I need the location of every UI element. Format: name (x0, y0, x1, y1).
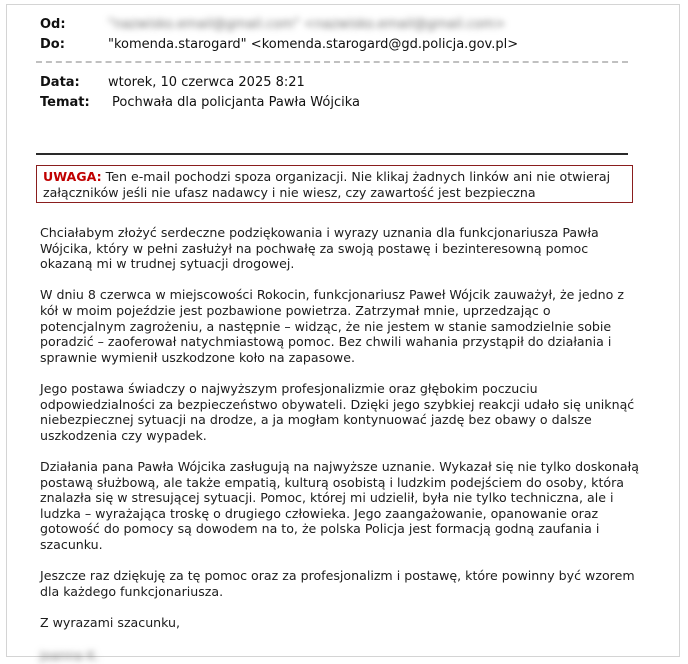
external-email-warning (36, 165, 633, 203)
body-paragraph: Chciałabym złożyć serdeczne podziękowania i wyrazy uznania dla funkcjonariusza Pawła Wójcika, który w pełni zasłużył na pochwałę za swoją postawę i bezinteresowną pomoc okazaną mi w trudnej sytuacji drogowej. (40, 225, 599, 272)
subject-label: Temat: (40, 95, 90, 110)
body-paragraph: W dniu 8 czerwca w miejscowości Rokocin, funkcjonariusz Paweł Wójcik zauważył, że jedno z kół w moim pojeździe jest pozbawione powietrza. Zatrzymał mnie, uprzedzając o potencjalnym zagrożeniu, a następnie – widząc, że nie jestem w stanie samodzielnie sobie poradzić – zaoferował natychmiastową pomoc. Bez chwili wahania przystąpił do działania i sprawnie wymienił uszkodzone koło na zapasowe. (40, 287, 624, 365)
date-label: Data: (40, 75, 80, 90)
date-value: wtorek, 10 czerwca 2025 8:21 (108, 75, 305, 90)
closing-line: Z wyrazami szacunku, (40, 614, 181, 630)
to-label: Do: (40, 37, 65, 52)
signature-name: Joanna K. (40, 648, 100, 664)
message-body (40, 225, 640, 664)
subject-value: Pochwała dla policjanta Pawła Wójcika (112, 95, 360, 110)
to-value[interactable]: "komenda.starogard" <komenda.starogard@gd.policja.gov.pl> (108, 37, 519, 52)
body-paragraph: Jego postawa świadczy o najwyższym profesjonalizmie oraz głębokim poczuciu odpowiedzialności za bezpieczeństwo obywateli. Dzięki jego szybkiej reakcji udało się uniknąć niebezpiecznej sytuacji na drodze, a ja mogłam kontynuować jazdę bez obawy o dalsze uszkodzenia czy wypadek. (40, 380, 635, 443)
body-paragraph: Działania pana Pawła Wójcika zasługują na najwyższe uznanie. Wykazał się nie tylko doskonałą postawą służbową, ale także empatią, kulturą osobistą i ludzkim podejściem do osoby, która znalazła się w stresującej sytuacji. Pomoc, której mi udzielił, była nie tylko techniczna, ale i ludzka – wyrażająca troskę o drugiego człowieka. Jego zaangażowanie, opanowanie oraz gotowość do pomocy są dowodem na to, że polska Policja jest formacją godną zaufania i szacunku. (40, 458, 639, 552)
from-label: Od: (40, 17, 66, 32)
warning-label: UWAGA: (43, 169, 102, 184)
body-paragraph: Jeszcze raz dziękuję za tę pomoc oraz za profesjonalizm i postawę, które powinny być wzorem dla każdego funkcjonariusza. (40, 568, 635, 599)
body-separator (36, 153, 628, 155)
from-value: "nazwisko.email@gmail.com" <nazwisko.email@gmail.com> (108, 17, 506, 32)
header-separator (36, 61, 628, 63)
warning-text: Ten e-mail pochodzi spoza organizacji. Nie klikaj żadnych linków ani nie otwieraj załączników jeśli nie ufasz nadawcy i nie wiesz, czy zawartość jest bezpieczna (43, 169, 611, 200)
